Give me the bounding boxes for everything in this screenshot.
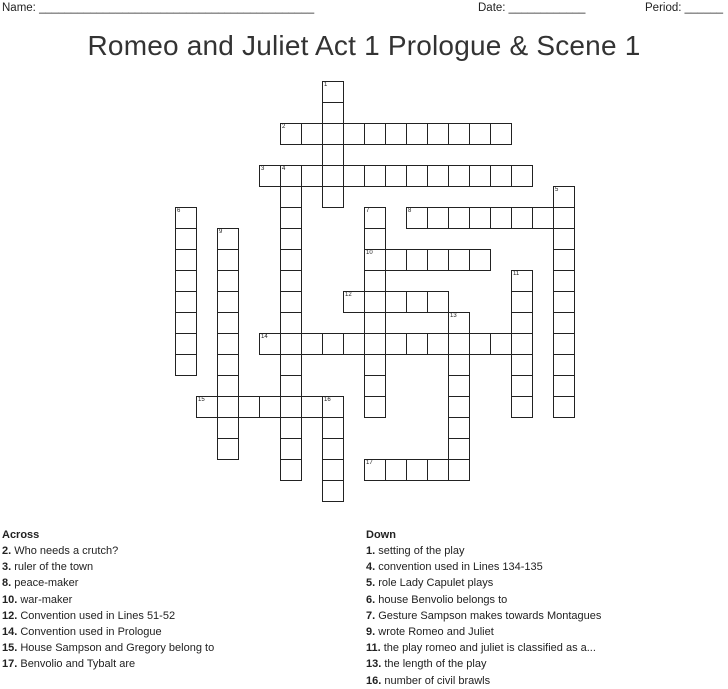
grid-cell[interactable] (343, 165, 365, 187)
across-heading: Across (2, 529, 40, 541)
grid-cell[interactable] (511, 165, 533, 187)
grid-cell[interactable] (448, 249, 470, 271)
grid-cell[interactable] (364, 165, 386, 187)
grid-cell[interactable] (322, 480, 344, 502)
grid-cell[interactable] (280, 354, 302, 376)
grid-cell[interactable] (364, 375, 386, 397)
grid-cell[interactable] (175, 249, 197, 271)
grid-cell[interactable] (343, 291, 365, 313)
cell-number: 7 (366, 208, 370, 214)
clue-item (366, 675, 490, 687)
cell-number: 16 (324, 397, 331, 403)
grid-cell[interactable] (238, 396, 260, 418)
clue-number: 10. (2, 593, 18, 606)
clue-text: Who needs a crutch? (11, 545, 119, 557)
cell-number: 15 (198, 397, 205, 403)
grid-cell[interactable] (301, 123, 323, 145)
clue-text: number of civil brawls (381, 674, 491, 687)
grid-cell[interactable] (175, 312, 197, 334)
grid-cell[interactable] (259, 396, 281, 418)
grid-cell[interactable] (217, 270, 239, 292)
grid-cell[interactable] (553, 249, 575, 271)
clue-number: 15. (2, 642, 18, 655)
grid-cell[interactable] (511, 312, 533, 334)
grid-cell[interactable] (280, 270, 302, 292)
grid-cell[interactable] (490, 207, 512, 229)
clue-number: 6. (366, 593, 376, 606)
clue-number: 5. (366, 577, 376, 590)
grid-cell[interactable] (217, 249, 239, 271)
grid-cell[interactable] (385, 249, 407, 271)
clue-text: the length of the play (381, 658, 487, 671)
cell-number: 13 (450, 313, 457, 319)
grid-cell[interactable] (385, 459, 407, 481)
grid-cell[interactable] (511, 291, 533, 313)
clue-text: wrote Romeo and Juliet (375, 626, 494, 638)
grid-cell[interactable] (553, 396, 575, 418)
grid-cell[interactable] (385, 333, 407, 355)
grid-cell[interactable] (364, 207, 386, 229)
clue-number: 13. (366, 658, 382, 671)
clue-item (366, 626, 494, 638)
grid-cell[interactable] (322, 81, 344, 103)
grid-cell[interactable] (175, 291, 197, 313)
grid-cell[interactable] (343, 333, 365, 355)
clue-text: Gesture Sampson makes towards Montagues (375, 609, 602, 622)
grid-cell[interactable] (448, 354, 470, 376)
grid-cell[interactable] (280, 228, 302, 250)
clue-number: 11. (366, 642, 381, 655)
cell-number: 6 (177, 208, 181, 214)
grid-cell[interactable] (364, 333, 386, 355)
grid-cell[interactable] (280, 249, 302, 271)
grid-cell[interactable] (427, 165, 449, 187)
grid-cell[interactable] (385, 123, 407, 145)
grid-cell[interactable] (406, 165, 428, 187)
grid-cell[interactable] (217, 291, 239, 313)
grid-cell[interactable] (406, 207, 428, 229)
grid-cell[interactable] (553, 354, 575, 376)
grid-cell[interactable] (448, 333, 470, 355)
date-field[interactable]: Date: ____________ (478, 2, 586, 14)
cell-number: 1 (324, 82, 328, 88)
grid-cell[interactable] (280, 186, 302, 208)
name-field[interactable]: Name: ___________________________________________ (2, 2, 315, 14)
grid-cell[interactable] (280, 333, 302, 355)
clue-number: 16. (366, 674, 382, 687)
grid-cell[interactable] (364, 459, 386, 481)
grid-cell[interactable] (364, 228, 386, 250)
grid-cell[interactable] (280, 459, 302, 481)
grid-cell[interactable] (511, 270, 533, 292)
clue-item (2, 626, 162, 638)
grid-cell[interactable] (322, 396, 344, 418)
clue-item (366, 642, 596, 654)
clue-item (2, 577, 78, 589)
grid-cell[interactable] (469, 123, 491, 145)
clue-item (366, 577, 493, 589)
grid-cell[interactable] (322, 123, 344, 145)
grid-cell[interactable] (385, 165, 407, 187)
clue-item (366, 610, 601, 622)
grid-cell[interactable] (490, 123, 512, 145)
clue-number: 1. (366, 545, 376, 557)
grid-cell[interactable] (217, 417, 239, 439)
clue-text: Convention used in Prologue (17, 626, 162, 638)
grid-cell[interactable] (427, 249, 449, 271)
grid-cell[interactable] (196, 396, 218, 418)
grid-cell[interactable] (280, 438, 302, 460)
grid-cell[interactable] (217, 396, 239, 418)
clue-item (366, 561, 543, 573)
grid-cell[interactable] (322, 417, 344, 439)
grid-cell[interactable] (406, 123, 428, 145)
grid-cell[interactable] (364, 396, 386, 418)
grid-cell[interactable] (448, 375, 470, 397)
grid-cell[interactable] (448, 459, 470, 481)
clue-text: convention used in Lines 134-135 (375, 561, 543, 574)
grid-cell[interactable] (322, 438, 344, 460)
clue-number: 9. (366, 626, 376, 638)
grid-cell[interactable] (301, 396, 323, 418)
clue-item (2, 561, 93, 573)
grid-cell[interactable] (217, 228, 239, 250)
clue-text: Benvolio and Tybalt are (17, 658, 136, 671)
cell-number: 10 (366, 250, 373, 256)
clue-text: role Lady Capulet plays (375, 577, 494, 590)
grid-cell[interactable] (217, 354, 239, 376)
grid-cell[interactable] (175, 270, 197, 292)
grid-cell[interactable] (553, 228, 575, 250)
cell-number: 2 (282, 124, 286, 130)
grid-cell[interactable] (280, 312, 302, 334)
grid-cell[interactable] (469, 249, 491, 271)
grid-cell[interactable] (406, 459, 428, 481)
cell-number: 12 (345, 292, 352, 298)
clue-number: 4. (366, 561, 376, 574)
grid-cell[interactable] (301, 165, 323, 187)
clue-number: 2. (2, 545, 12, 557)
grid-cell[interactable] (427, 459, 449, 481)
grid-cell[interactable] (553, 312, 575, 334)
grid-cell[interactable] (469, 333, 491, 355)
cell-number: 17 (366, 460, 373, 466)
grid-cell[interactable] (364, 312, 386, 334)
grid-cell[interactable] (322, 102, 344, 124)
clue-number: 3. (2, 561, 12, 574)
clue-text: Convention used in Lines 51-52 (17, 609, 176, 622)
cell-number: 9 (219, 229, 223, 235)
grid-cell[interactable] (511, 207, 533, 229)
clue-text: setting of the play (375, 545, 465, 557)
grid-cell[interactable] (553, 186, 575, 208)
grid-cell[interactable] (427, 123, 449, 145)
grid-cell[interactable] (511, 333, 533, 355)
clue-item (366, 658, 486, 670)
clue-text: peace-maker (11, 577, 79, 590)
clue-text: house Benvolio belongs to (375, 593, 508, 606)
clue-item (366, 594, 507, 606)
grid-cell[interactable] (364, 354, 386, 376)
period-field[interactable]: Period: ______ (645, 2, 724, 14)
clue-text: House Sampson and Gregory belong to (17, 642, 215, 655)
grid-cell[interactable] (322, 186, 344, 208)
grid-cell[interactable] (448, 312, 470, 334)
grid-cell[interactable] (364, 270, 386, 292)
page-title: Romeo and Juliet Act 1 Prologue & Scene 1 (87, 30, 641, 61)
cell-number: 4 (282, 166, 286, 172)
cell-number: 8 (408, 208, 412, 214)
cell-number: 14 (261, 334, 268, 340)
grid-cell[interactable] (553, 375, 575, 397)
clue-text: war-maker (17, 593, 73, 606)
grid-cell[interactable] (217, 312, 239, 334)
grid-cell[interactable] (280, 417, 302, 439)
grid-cell[interactable] (322, 144, 344, 166)
grid-cell[interactable] (406, 249, 428, 271)
down-heading: Down (366, 529, 396, 541)
grid-cell[interactable] (175, 333, 197, 355)
cell-number: 11 (513, 271, 520, 277)
grid-cell[interactable] (427, 333, 449, 355)
grid-cell[interactable] (511, 354, 533, 376)
clue-item (2, 610, 175, 622)
grid-cell[interactable] (406, 333, 428, 355)
clue-number: 14. (2, 626, 18, 638)
grid-cell[interactable] (448, 165, 470, 187)
clue-number: 17. (2, 658, 18, 671)
grid-cell[interactable] (448, 207, 470, 229)
grid-cell[interactable] (364, 123, 386, 145)
grid-cell[interactable] (427, 207, 449, 229)
grid-cell[interactable] (511, 375, 533, 397)
grid-cell[interactable] (553, 291, 575, 313)
clue-item (2, 658, 135, 670)
grid-cell[interactable] (511, 396, 533, 418)
grid-cell[interactable] (553, 333, 575, 355)
grid-cell[interactable] (175, 207, 197, 229)
grid-cell[interactable] (301, 333, 323, 355)
grid-cell[interactable] (553, 207, 575, 229)
grid-cell[interactable] (322, 333, 344, 355)
clue-text: ruler of the town (11, 561, 94, 574)
grid-cell[interactable] (259, 165, 281, 187)
grid-cell[interactable] (280, 165, 302, 187)
clue-text: the play romeo and juliet is classified as a... (380, 642, 596, 655)
grid-cell[interactable] (175, 228, 197, 250)
grid-cell[interactable] (217, 333, 239, 355)
grid-cell[interactable] (469, 165, 491, 187)
grid-cell[interactable] (217, 438, 239, 460)
cell-number: 5 (555, 187, 559, 193)
grid-cell[interactable] (280, 123, 302, 145)
clue-number: 12. (2, 609, 18, 622)
grid-cell[interactable] (259, 333, 281, 355)
grid-cell[interactable] (175, 354, 197, 376)
grid-cell[interactable] (364, 291, 386, 313)
clue-item (2, 642, 214, 654)
grid-cell[interactable] (427, 291, 449, 313)
grid-cell[interactable] (448, 123, 470, 145)
grid-cell[interactable] (322, 165, 344, 187)
grid-cell[interactable] (490, 165, 512, 187)
grid-cell[interactable] (532, 207, 554, 229)
grid-cell[interactable] (364, 249, 386, 271)
grid-cell[interactable] (343, 123, 365, 145)
grid-cell[interactable] (448, 396, 470, 418)
grid-cell[interactable] (448, 417, 470, 439)
grid-cell[interactable] (280, 291, 302, 313)
clue-number: 7. (366, 609, 376, 622)
grid-cell[interactable] (217, 375, 239, 397)
grid-cell[interactable] (280, 375, 302, 397)
clue-number: 8. (2, 577, 12, 590)
grid-cell[interactable] (280, 207, 302, 229)
grid-cell[interactable] (280, 396, 302, 418)
grid-cell[interactable] (448, 438, 470, 460)
clue-item (2, 594, 72, 606)
cell-number: 3 (261, 166, 265, 172)
grid-cell[interactable] (406, 291, 428, 313)
grid-cell[interactable] (553, 270, 575, 292)
grid-cell[interactable] (490, 333, 512, 355)
clue-item (366, 545, 464, 557)
clue-item (2, 545, 118, 557)
grid-cell[interactable] (469, 207, 491, 229)
grid-cell[interactable] (385, 291, 407, 313)
grid-cell[interactable] (322, 459, 344, 481)
